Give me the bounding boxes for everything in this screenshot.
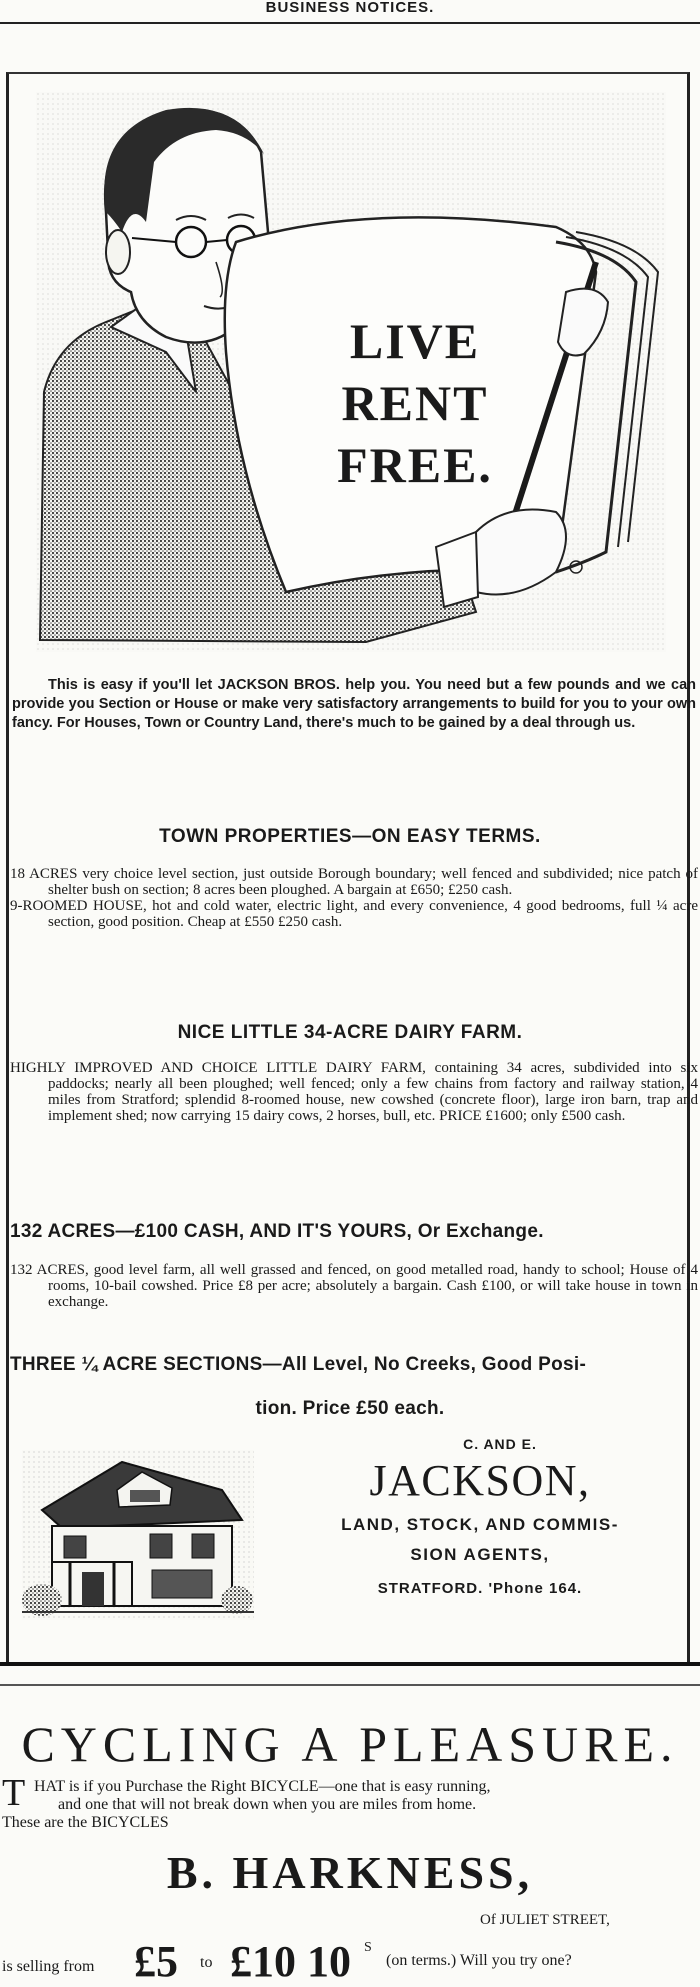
firm-initials: C. AND E. (463, 1436, 537, 1452)
price-shilling-mark: S (364, 1940, 372, 1955)
dairy-farm-text-block (10, 1060, 698, 1124)
sections-line-1: THREE ¼ ACRE SECTIONS—All Level, No Creeks, Good Posi- (10, 1354, 587, 1375)
price-to-word: to (200, 1954, 213, 1971)
sign-line-3: FREE. (337, 437, 493, 493)
price-prefix: is selling from (2, 1958, 95, 1975)
cycling-line-3: These are the BICYCLES (2, 1814, 169, 1831)
price-from: £5 (134, 1937, 178, 1986)
town-properties-list (10, 866, 698, 930)
sign-line-2: RENT (341, 375, 489, 431)
seller-address: Of JULIET STREET, (480, 1912, 610, 1928)
ad-divider (0, 1662, 700, 1666)
drop-cap: T (2, 1772, 26, 1814)
dairy-farm-text: HIGHLY IMPROVED AND CHOICE LITTLE DAIRY FARM, containing 34 acres, subdivided into six paddocks; nearly all been ploughed; well fenced; only a few chains from factory and railway station, 4 miles from Stratford; splendid 8-roomed house, new cowshed (concrete floor), large iron barn, trap and implement shed; now carrying 15 dairy cows, 2 horses, bull, etc. PRICE £1600; only £500 cash. (10, 1060, 698, 1124)
cycling-line-1: HAT is if you Purchase the Right BICYCLE—one that is easy running, (34, 1778, 491, 1795)
cycling-line-2: and one that will not break down when you are miles from home. (58, 1796, 477, 1813)
town-item-acres: 18 ACRES very choice level section, just outside Borough boundary; well fenced and subdivided; nice patch of shelter bush on section; 8 acres been ploughed. A bargain at £650; £250 cash. (10, 866, 698, 898)
acres-heading: 132 ACRES—£100 CASH, AND IT'S YOURS, Or Exchange. (10, 1221, 544, 1242)
town-properties-heading: TOWN PROPERTIES—ON EASY TERMS. (159, 826, 541, 847)
intro-text: This is easy if you'll let JACKSON BROS. help you. You need but a few pounds and we can provide you Section or House or make very satisfactory arrangements to build for you to your own fancy. For Houses, Town or Country Land, there's much to be gained by a deal through us. (12, 677, 696, 731)
ad-divider-thin (0, 1684, 700, 1686)
firm-line-2: SION AGENTS, (410, 1545, 550, 1564)
price-line (0, 1932, 700, 1984)
cycling-title: CYCLING A PLEASURE. (21, 1716, 679, 1772)
header-rule (0, 22, 700, 24)
sign-line-1: LIVE (349, 313, 481, 369)
sign-text (300, 310, 530, 496)
page-header: BUSINESS NOTICES. (265, 0, 435, 16)
dairy-farm-heading: NICE LITTLE 34-ACRE DAIRY FARM. (177, 1022, 523, 1043)
seller-name: B. HARKNESS, (166, 1847, 534, 1898)
acres-text-block (10, 1262, 698, 1310)
firm-line-1: LAND, STOCK, AND COMMIS- (341, 1515, 619, 1534)
price-to: £10 10 (230, 1937, 351, 1986)
firm-address: STRATFORD. 'Phone 164. (377, 1580, 583, 1597)
town-item-house: 9-ROOMED HOUSE, hot and cold water, electric light, and every convenience, 4 good bedrooms, full ¼ acre section, good position. Cheap at £550 £250 cash. (10, 898, 698, 930)
sections-line-2: tion. Price £50 each. (255, 1398, 445, 1419)
price-terms: (on terms.) Will you try one? (386, 1952, 572, 1969)
ear (106, 230, 130, 274)
firm-name: JACKSON, (369, 1456, 591, 1505)
house-illustration (22, 1450, 254, 1620)
acres-text: 132 ACRES, good level farm, all well grassed and fenced, on good metalled road, handy to school; House of 4 rooms, 10-bail cowshed. Price £8 per acre; absolutely a bargain. Cash £100, or will take house in town in exchange. (10, 1262, 698, 1310)
firm-block (280, 1436, 680, 1597)
